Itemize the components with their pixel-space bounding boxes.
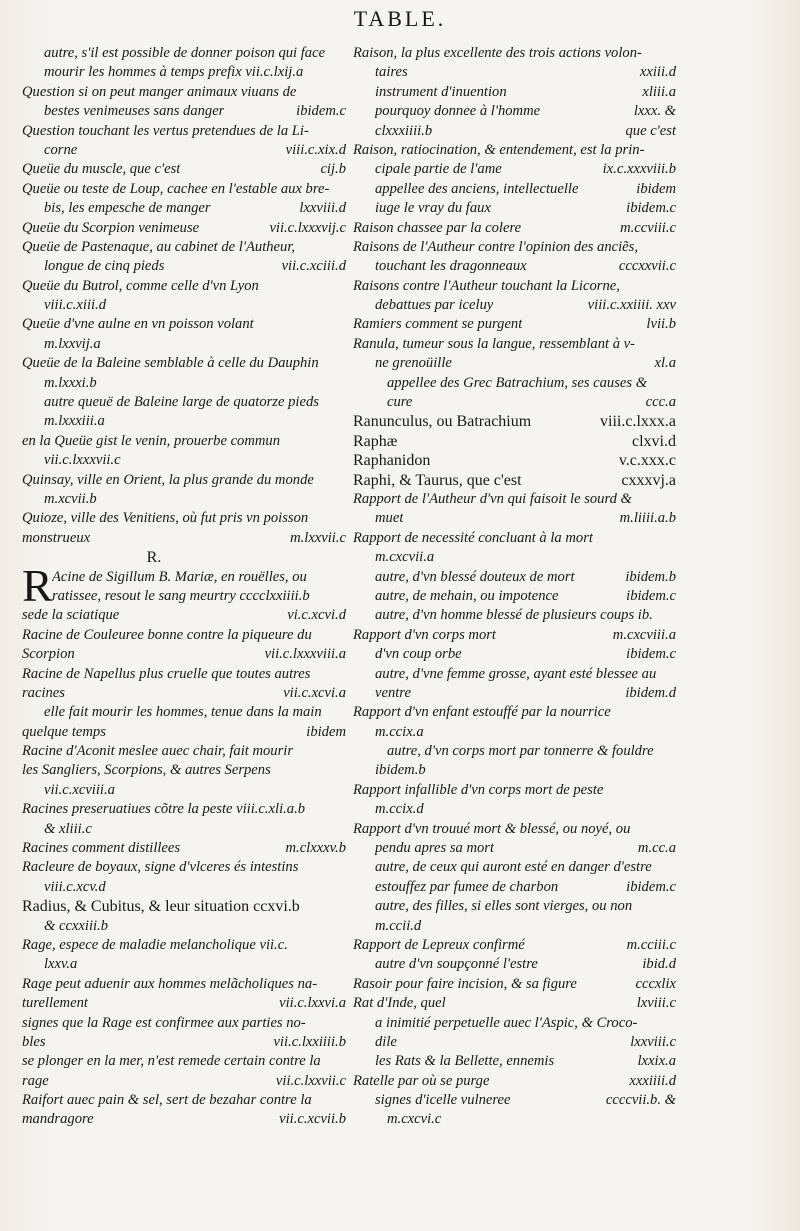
index-entry <box>22 587 346 606</box>
entry-reference: lxxviii.c <box>630 1033 676 1050</box>
entry-text: Queüe de Pastenaque, au cabinet de l'Autheur, <box>22 238 296 255</box>
index-entry <box>22 975 346 994</box>
index-entry <box>22 723 346 742</box>
index-entry <box>353 645 676 664</box>
entry-text: vii.c.xcviii.a <box>44 781 115 798</box>
index-entry <box>353 63 676 82</box>
entry-text: Raphæ <box>353 432 398 450</box>
entry-text: Acine de Sigillum B. Mariæ, en rouëlles, ou <box>52 568 307 585</box>
index-entry <box>353 83 676 102</box>
index-entry <box>22 1091 346 1110</box>
entry-text: Rage peut aduenir aux hommes melãcholiques na- <box>22 975 318 992</box>
entry-text: Raison chassee par la colere <box>353 219 522 236</box>
index-entry <box>353 703 676 722</box>
entry-text: Radius, & Cubitus, & leur situation ccxvi.b <box>22 898 300 916</box>
entry-text: viii.c.xcv.d <box>44 878 106 895</box>
index-entry <box>353 199 676 218</box>
entry-reference: ccc.a <box>645 394 676 411</box>
entry-text: Racine de Napellus plus cruelle que toutes autres <box>22 665 311 682</box>
entry-text: autre, d'vn corps mort par tonnerre & fouldre <box>387 743 654 760</box>
entry-text: m.ccix.d <box>375 801 424 818</box>
index-entry <box>22 219 346 238</box>
index-entry <box>22 820 346 839</box>
entry-text: Racines preseruatiues cõtre la peste viii.c.xli.a.b <box>22 801 306 818</box>
entry-text: lxxv.a <box>44 956 78 973</box>
entry-text: signes d'icelle vulneree <box>375 1092 511 1109</box>
index-entry <box>353 315 676 334</box>
index-entry <box>353 858 676 877</box>
entry-text: Raisons de l'Autheur contre l'opinion des anciẽs, <box>353 238 638 255</box>
entry-reference: lxxviii.d <box>299 200 346 217</box>
index-entry <box>22 393 346 412</box>
entry-text: d'vn coup orbe <box>375 646 462 663</box>
entry-text: m.lxxvij.a <box>44 335 101 352</box>
entry-text: Quioze, ville des Venitiens, où fut pris vn poisson <box>22 510 309 527</box>
index-entry <box>22 858 346 877</box>
entry-text: iuge le vray du faux <box>375 200 491 217</box>
entry-reference: ibidem.c <box>626 200 676 217</box>
index-entry <box>353 412 676 431</box>
index-entry <box>22 703 346 722</box>
entry-reference: lxxix.a <box>637 1053 676 1070</box>
entry-text: & ccxxiii.b <box>44 917 109 934</box>
entry-text: autre, de ceux qui auront esté en danger d'estre <box>375 859 652 876</box>
entry-reference: lxxx. & <box>633 103 676 120</box>
entry-text: Raphanidon <box>353 452 431 470</box>
entry-reference: ix.c.xxxviii.b <box>602 161 676 178</box>
entry-reference: vii.c.xcvii.b <box>279 1111 346 1128</box>
entry-text: muet <box>375 510 404 527</box>
entry-text: dile <box>375 1033 397 1050</box>
entry-text: corne <box>44 141 78 158</box>
entry-reference: m.ccviii.c <box>620 219 676 236</box>
entry-text: Racine d'Aconit meslee auec chair, fait mourir <box>22 743 294 760</box>
entry-text: pendu apres sa mort <box>375 840 495 857</box>
index-entry <box>22 160 346 179</box>
entry-reference: xxiii.d <box>639 64 676 81</box>
entry-text: ne grenoüille <box>375 355 452 372</box>
entry-text: appellee des Grec Batrachium, ses causes & <box>387 374 648 391</box>
entry-reference: vii.c.xciii.d <box>281 258 346 275</box>
index-entry <box>353 509 676 528</box>
index-entry <box>353 917 676 936</box>
entry-text: turellement <box>22 995 88 1012</box>
index-entry <box>353 820 676 839</box>
entry-text: bles <box>22 1033 46 1050</box>
index-entry <box>353 606 676 625</box>
index-entry <box>353 626 676 645</box>
index-entry <box>22 800 346 819</box>
index-column-left <box>22 44 346 1130</box>
entry-text: Rasoir pour faire incision, & sa figure <box>353 975 577 992</box>
index-entry <box>22 1110 346 1129</box>
entry-text: autre, d'vne femme grosse, ayant esté blessee au <box>375 665 657 682</box>
entry-text: m.lxxxiii.a <box>44 413 105 430</box>
index-entry <box>22 878 346 897</box>
entry-reference: viii.c.xix.d <box>285 141 346 158</box>
entry-text: vii.c.lxxxvii.c <box>44 452 121 469</box>
entry-text: m.cxcvii.a <box>375 549 435 566</box>
entry-text: Racleure de boyaux, signe d'vlceres és intestins <box>22 859 299 876</box>
entry-reference: vii.c.lxxxviii.a <box>264 646 346 663</box>
index-entry <box>353 471 676 490</box>
entry-reference: ibidem.d <box>625 684 676 701</box>
entry-text: les Rats & la Bellette, ennemis <box>375 1053 555 1070</box>
entry-text: quelque temps <box>22 723 106 740</box>
entry-text: autre, s'il est possible de donner poison qui face <box>44 45 326 61</box>
entry-reference: lxviii.c <box>636 995 676 1012</box>
entry-text: les Sangliers, Scorpions, & autres Serpens <box>22 762 271 779</box>
index-entry <box>22 626 346 645</box>
index-entry <box>22 955 346 974</box>
index-entry <box>353 296 676 315</box>
index-entry <box>353 160 676 179</box>
index-entry <box>353 800 676 819</box>
entry-text: Queüe du Scorpion venimeuse <box>22 219 200 236</box>
index-entry <box>353 1091 676 1110</box>
index-entry <box>353 490 676 509</box>
entry-text: Ranunculus, ou Batrachium <box>353 413 532 431</box>
entry-reference: vii.c.lxxvii.c <box>275 1072 346 1089</box>
entry-reference: v.c.xxx.c <box>618 452 676 470</box>
index-entry <box>353 665 676 684</box>
entry-text: Rapport d'vn corps mort <box>353 626 496 643</box>
index-entry <box>22 315 346 334</box>
entry-text: Rapport de Lepreux confirmé <box>353 936 525 953</box>
entry-reference: vii.c.lxxiiii.b <box>273 1033 346 1050</box>
entry-text: rage <box>22 1072 49 1089</box>
entry-text: Queüe du muscle, que c'est <box>22 161 181 178</box>
page-header: TABLE. <box>353 6 447 31</box>
index-entry <box>22 83 346 102</box>
index-entry <box>353 122 676 141</box>
entry-text: autre, de mehain, ou impotence <box>375 587 559 604</box>
entry-reference: m.clxxxv.b <box>285 840 346 857</box>
index-entry <box>22 742 346 761</box>
index-entry <box>353 723 676 742</box>
entry-reference: cxxxvj.a <box>621 471 676 489</box>
entry-text: Racine de Couleuree bonne contre la piqueure du <box>22 626 312 643</box>
entry-text: mourir les hommes à temps prefix vii.c.lxij.a <box>44 64 304 81</box>
index-entry <box>353 277 676 296</box>
entry-reference: vii.c.xcvi.a <box>283 684 346 701</box>
index-column-right <box>353 44 676 1130</box>
entry-text: Raifort auec pain & sel, sert de bezahar contre la <box>22 1092 312 1109</box>
index-entry <box>22 199 346 218</box>
entry-text: viii.c.xiii.d <box>44 297 107 314</box>
entry-text: Raphi, & Taurus, que c'est <box>353 471 522 489</box>
index-entry <box>22 374 346 393</box>
index-entry <box>22 412 346 431</box>
index-entry <box>353 587 676 606</box>
entry-reference: vii.c.lxxxvij.c <box>269 219 346 236</box>
entry-reference: m.cxcviii.a <box>612 626 676 643</box>
entry-reference: vi.c.xcvi.d <box>287 607 346 624</box>
entry-reference: xxxiiii.d <box>629 1072 676 1089</box>
index-entry <box>22 1033 346 1052</box>
entry-text: Rapport d'vn enfant estouffé par la nourrice <box>353 704 611 721</box>
index-entry <box>22 781 346 800</box>
entry-reference: ibid.d <box>642 956 676 973</box>
index-entry <box>22 63 346 82</box>
index-entry <box>22 761 346 780</box>
index-entry <box>353 1014 676 1033</box>
entry-text: a inimitié perpetuelle auec l'Aspic, & Croco- <box>375 1014 638 1031</box>
entry-text: Quinsay, ville en Orient, la plus grande du monde <box>22 471 314 488</box>
entry-text: Ramiers comment se purgent <box>353 316 523 333</box>
index-entry <box>22 102 346 121</box>
index-entry <box>22 1072 346 1091</box>
entry-text: taires <box>375 64 408 81</box>
entry-text: appellee des anciens, intellectuelle <box>375 180 579 197</box>
index-entry <box>22 645 346 664</box>
index-entry <box>353 180 676 199</box>
entry-text: m.lxxxi.b <box>44 374 97 391</box>
index-entry <box>353 936 676 955</box>
entry-text: clxxxiiii.b <box>375 122 433 139</box>
entry-text: mandragore <box>22 1111 94 1128</box>
entry-text: debattues par iceluy <box>375 297 494 314</box>
index-entry <box>353 257 676 276</box>
index-entry <box>22 936 346 955</box>
index-entry <box>22 257 346 276</box>
index-entry <box>353 432 676 451</box>
index-entry <box>22 335 346 354</box>
entry-text: Queüe de la Baleine semblable à celle du Dauphin <box>22 355 319 372</box>
index-entry <box>353 141 676 160</box>
entry-text: pourquoy donnee à l'homme <box>375 103 541 120</box>
index-entry <box>353 548 676 567</box>
entry-text: autre, des filles, si elles sont vierges, ou non <box>375 898 633 915</box>
index-entry <box>353 393 676 412</box>
index-entry <box>22 548 346 567</box>
entry-reference: que c'est <box>625 122 676 139</box>
index-entry <box>22 665 346 684</box>
entry-text: Rage, espece de maladie melancholique vii.c. <box>22 936 288 953</box>
index-entry <box>22 606 346 625</box>
entry-reference: viii.c.xxiiii. xxv <box>587 297 676 314</box>
entry-reference: xliii.a <box>642 83 676 100</box>
index-entry <box>22 44 346 63</box>
index-entry <box>22 354 346 373</box>
entry-text: racines <box>22 684 65 701</box>
entry-reference: m.liiii.a.b <box>619 510 676 527</box>
index-entry <box>353 335 676 354</box>
entry-text: Racines comment distillees <box>22 840 181 857</box>
index-entry <box>22 684 346 703</box>
index-entry <box>353 1052 676 1071</box>
entry-text: Raisons contre l'Autheur touchant la Licorne, <box>353 277 620 294</box>
index-entry <box>353 238 676 257</box>
index-entry <box>22 296 346 315</box>
entry-text: bis, les empesche de manger <box>44 200 211 217</box>
entry-reference: ibidem.c <box>626 646 676 663</box>
entry-text: Ranula, tumeur sous la langue, ressemblant à v- <box>353 335 635 352</box>
entry-text: ratissee, resout le sang meurtry cccclxxiiii.b <box>52 587 310 604</box>
entry-text: ventre <box>375 684 411 701</box>
index-entry <box>22 994 346 1013</box>
entry-text: m.cxcvi.c <box>387 1111 442 1128</box>
entry-text: Raison, la plus excellente des trois actions volon- <box>353 45 642 61</box>
entry-text: Rapport infallible d'vn corps mort de peste <box>353 781 604 798</box>
index-entry <box>22 238 346 257</box>
entry-reference: m.cciii.c <box>626 936 676 953</box>
entry-text: Raison, ratiocination, & entendement, est la prin- <box>353 141 645 158</box>
entry-text: Ratelle par où se purge <box>353 1072 490 1089</box>
index-entry <box>353 897 676 916</box>
entry-text: R. <box>146 549 162 567</box>
index-entry <box>353 1110 676 1129</box>
entry-text: Rapport d'vn trouué mort & blessé, ou noyé, ou <box>353 820 631 837</box>
entry-reference: m.lxxvii.c <box>290 529 346 546</box>
index-entry <box>353 1072 676 1091</box>
entry-reference: xl.a <box>654 355 676 372</box>
index-entry <box>353 451 676 470</box>
entry-text: autre d'vn soupçonné l'estre <box>375 956 538 973</box>
index-entry <box>353 1033 676 1052</box>
entry-text: cipale partie de l'ame <box>375 161 502 178</box>
entry-text: m.ccii.d <box>375 917 422 934</box>
entry-text: Question si on peut manger animaux viuans de <box>22 83 297 100</box>
index-entry <box>22 917 346 936</box>
index-entry <box>353 684 676 703</box>
index-entry <box>22 490 346 509</box>
entry-text: cure <box>387 394 413 411</box>
entry-text: se plonger en la mer, n'est remede certain contre la <box>22 1053 321 1070</box>
entry-reference: ibidem <box>636 180 676 197</box>
entry-text: autre, d'vn homme blessé de plusieurs coups ib. <box>375 607 653 624</box>
index-entry <box>353 374 676 393</box>
index-entry <box>22 839 346 858</box>
entry-text: monstrueux <box>22 529 91 546</box>
index-entry <box>353 955 676 974</box>
entry-text: m.ccix.a <box>375 723 424 740</box>
entry-reference: ibidem.c <box>296 103 346 120</box>
index-entry <box>22 432 346 451</box>
index-entry <box>22 471 346 490</box>
index-entry <box>22 1014 346 1033</box>
entry-reference: ibidem.c <box>626 587 676 604</box>
entry-reference: ibidem <box>306 723 346 740</box>
index-entry <box>353 975 676 994</box>
index-entry <box>22 180 346 199</box>
index-entry <box>353 781 676 800</box>
index-entry <box>353 878 676 897</box>
entry-text: autre queuë de Baleine large de quatorze pieds <box>44 394 319 411</box>
entry-text: estouffez par fumee de charbon <box>375 878 559 895</box>
entry-text: elle fait mourir les hommes, tenue dans la main <box>44 704 322 721</box>
index-entry <box>353 568 676 587</box>
index-entry <box>353 102 676 121</box>
entry-text: bestes venimeuses sans danger <box>44 103 225 120</box>
entry-reference: m.cc.a <box>637 840 676 857</box>
entry-reference: vii.c.lxxvi.a <box>279 995 346 1012</box>
entry-text: Rapport de necessité concluant à la mort <box>353 529 593 546</box>
entry-text: m.xcvii.b <box>44 490 97 507</box>
index-entry <box>353 44 676 63</box>
index-entry <box>22 277 346 296</box>
index-entry <box>353 839 676 858</box>
index-entry <box>22 1052 346 1071</box>
entry-reference: viii.c.lxxx.a <box>600 413 676 431</box>
entry-reference: cij.b <box>320 161 346 178</box>
index-entry <box>353 354 676 373</box>
entry-text: touchant les dragonneaux <box>375 258 527 275</box>
index-entry <box>353 529 676 548</box>
entry-reference: ibidem.c <box>626 878 676 895</box>
entry-text: Queüe du Butrol, comme celle d'vn Lyon <box>22 277 259 294</box>
entry-text: & xliii.c <box>44 820 92 837</box>
index-entry <box>22 141 346 160</box>
entry-text: sede la sciatique <box>22 607 120 624</box>
index-entry <box>353 761 676 780</box>
entry-text: autre, d'vn blessé douteux de mort <box>375 568 575 585</box>
entry-text: Queüe d'vne aulne en vn poisson volant <box>22 316 254 333</box>
index-entry <box>22 529 346 548</box>
entry-reference: lvii.b <box>646 316 676 333</box>
index-entry <box>353 742 676 761</box>
drop-cap-letter: R <box>22 559 53 611</box>
index-entry <box>353 994 676 1013</box>
index-entry <box>353 219 676 238</box>
index-entry <box>22 122 346 141</box>
entry-text: longue de cinq pieds <box>44 258 165 275</box>
index-entry <box>22 451 346 470</box>
entry-reference: ibidem.b <box>625 568 676 585</box>
entry-text: en la Queüe gist le venin, prouerbe commun <box>22 432 281 449</box>
entry-reference: cccxlix <box>635 975 676 992</box>
entry-text: Rat d'Inde, quel <box>353 995 446 1012</box>
entry-text: Question touchant les vertus pretendues de la Li- <box>22 122 309 139</box>
entry-text: Queüe ou teste de Loup, cachee en l'estable aux bre- <box>22 180 330 197</box>
index-entry <box>22 509 346 528</box>
entry-text: Scorpion <box>22 646 75 663</box>
entry-text: signes que la Rage est confirmee aux parties no- <box>22 1014 306 1031</box>
index-entry <box>22 897 346 916</box>
entry-text: Rapport de l'Autheur d'vn qui faisoit le sourd & <box>353 490 632 507</box>
entry-reference: ccccvii.b. & <box>605 1092 676 1109</box>
entry-reference: cccxxvii.c <box>618 258 676 275</box>
entry-text: instrument d'inuention <box>375 83 507 100</box>
entry-text: ibidem.b <box>375 762 426 779</box>
entry-reference: clxvi.d <box>632 432 676 450</box>
